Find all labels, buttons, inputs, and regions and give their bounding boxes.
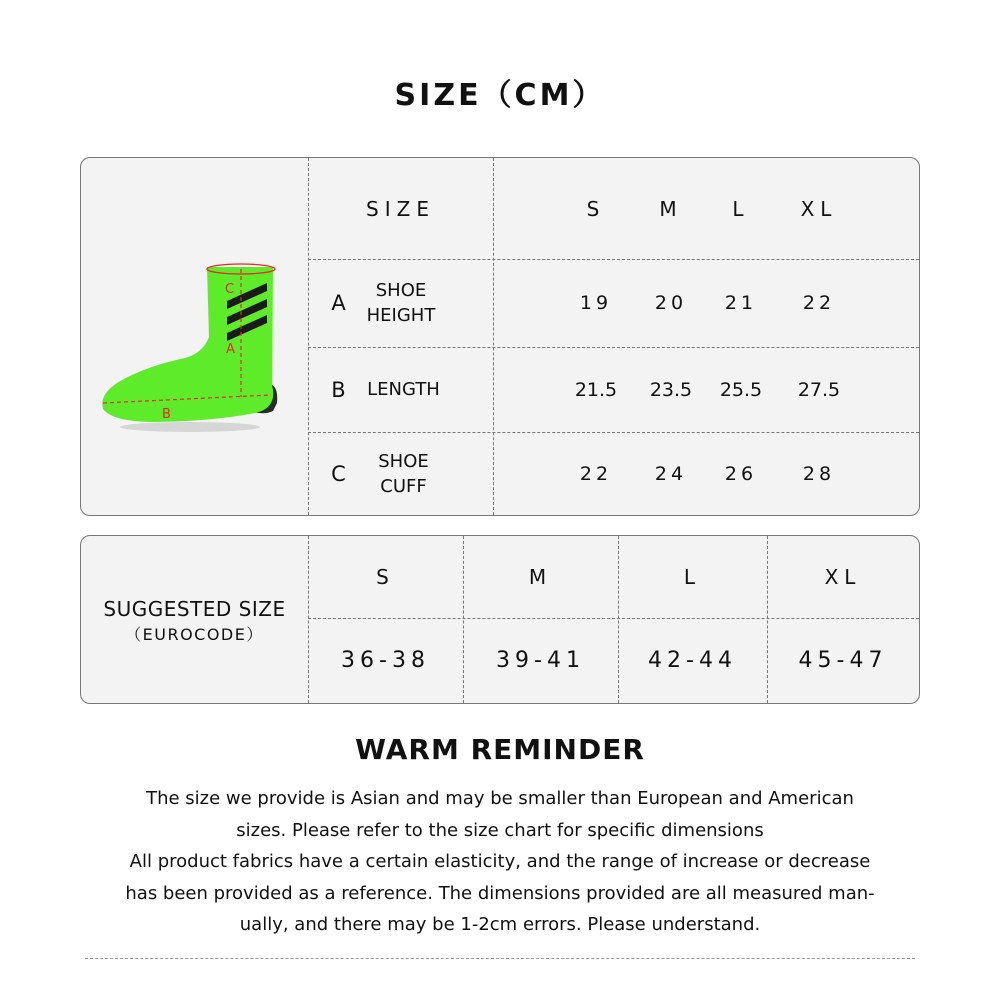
suggested-header-l: L [683, 565, 702, 589]
value-c-s: 22 [579, 462, 613, 485]
size-header-s: S [586, 196, 606, 221]
suggested-size-table [80, 535, 920, 704]
label-main: SUGGESTED SIZE [103, 597, 286, 621]
marker-c: C [225, 282, 235, 297]
suggested-header-xl: XL [824, 565, 862, 589]
value-c-xl: 28 [802, 462, 836, 485]
value-b-xl: 27.5 [797, 378, 841, 401]
value-a-s: 19 [579, 292, 613, 314]
page-title: SIZE（CM） [394, 78, 606, 113]
value-c-m: 24 [654, 462, 688, 485]
reminder-line: ually, and there may be 1-2cm errors. Please understand. [239, 914, 761, 935]
suggested-header-s: S [376, 565, 395, 589]
warm-reminder-title: WARM REMINDER [355, 733, 645, 766]
label-line: HEIGHT [366, 305, 436, 326]
row-label-shoe-cuff [351, 432, 456, 515]
row-letter-a: A [331, 291, 346, 315]
size-header-xl: XL [800, 196, 838, 221]
reminder-line: The size we provide is Asian and may be smaller than European and American [146, 788, 854, 809]
suggested-range-m: 39-41 [496, 648, 585, 673]
row-label-length [351, 347, 456, 432]
value-b-m: 23.5 [649, 378, 693, 401]
value-a-xl: 22 [802, 292, 836, 314]
row-letter-c: C [331, 461, 346, 486]
value-c-l: 26 [724, 462, 758, 485]
value-a-m: 20 [654, 292, 688, 314]
label-line: LENGTH [367, 379, 440, 400]
column-divider [493, 158, 494, 515]
bottom-divider [85, 958, 915, 959]
suggested-range-l: 42-44 [648, 648, 737, 673]
suggested-size-label [81, 586, 308, 656]
row-label-shoe-height [351, 259, 451, 347]
marker-b: B [162, 407, 171, 422]
size-header-l: L [732, 196, 750, 221]
label-line: SHOE [378, 450, 429, 472]
reminder-line: sizes. Please refer to the size chart for specific dimensions [236, 819, 764, 841]
reminder-line: All product fabrics have a certain elasticity, and the range of increase or decrease [129, 851, 871, 872]
warm-reminder-text [70, 783, 930, 941]
value-b-s: 21.5 [574, 378, 618, 401]
row-letter-b: B [331, 377, 346, 402]
label-sub: （EUROCODE） [125, 625, 264, 644]
reminder-line: has been provided as a reference. The dimensions provided are all measured man- [125, 882, 875, 904]
size-header: SIZE [366, 196, 435, 221]
shoe-cover-illustration [95, 245, 295, 440]
label-line: SHOE [375, 280, 427, 301]
value-a-l: 21 [724, 292, 758, 314]
suggested-range-xl: 45-47 [798, 648, 888, 673]
suggested-range-s: 36-38 [341, 648, 430, 673]
shadow [120, 422, 260, 432]
size-header-m: M [659, 196, 683, 221]
value-b-l: 25.5 [719, 378, 763, 401]
suggested-header-m: M [528, 565, 553, 589]
marker-a: A [226, 342, 235, 357]
label-line: CUFF [380, 475, 427, 497]
